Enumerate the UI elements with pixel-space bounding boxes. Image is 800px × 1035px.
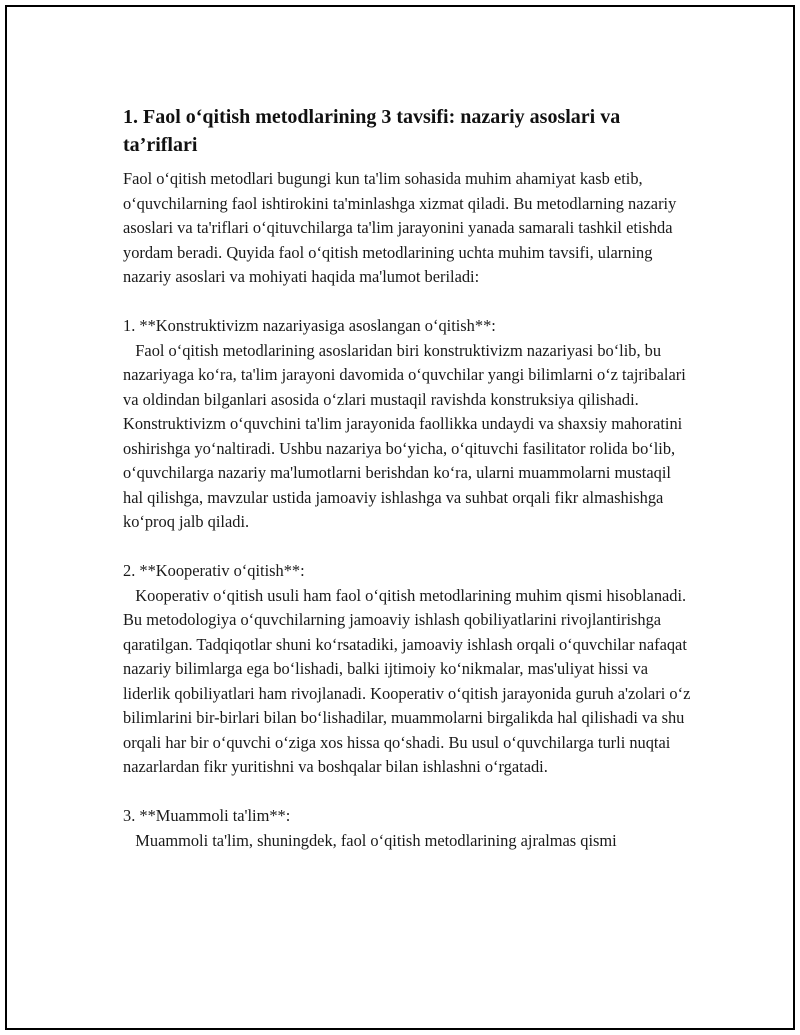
section-2-title: 2. **Kooperativ o‘qitish**: [123,561,305,580]
section-3-title: 3. **Muammoli ta'lim**: [123,806,291,825]
section-2-body: Kooperativ o‘qitish usuli ham faol o‘qitish metodlarining muhim qismi hisoblanadi. Bu metodologiya o‘quvchilarning jamoaviy ishlash qobiliyatlarini rivojlantirishga qaratilgan. Tadqiqotlar shuni ko‘rsatadiki, jamoaviy ishlash orqali o‘quvchilar nafaqat nazariy bilimlarga ega bo‘lishadi, balki ijtimoiy ko‘nikmalar, mas'uliyat hissi va liderlik qobiliyatlari ham rivojlanadi. Kooperativ o‘qitish jarayonida guruh a'zolari o‘z bilimlarini bir-birlari bilan bo‘lishadilar, muammolarni birgalikda hal qilishadi va shu orqali har bir o‘quvchi o‘ziga xos hissa qo‘shadi. Bu usul o‘quvchilarga turli nuqtai nazarlardan fikr yuritishni va boshqalar bilan ishlashni o‘rgatadi. [123,585,695,776]
page-frame [5,5,795,1030]
intro-paragraph: Faol o‘qitish metodlari bugungi kun ta'lim sohasida muhim ahamiyat kasb etib, o‘quvchilarning faol ishtirokini ta'minlashga xizmat qiladi. Bu metodlarning nazariy asoslari va ta'riflari o‘qituvchilarga ta'lim jarayonini yanada samarali tashkil etishda yordam beradi. Quyida faol o‘qitish metodlarining uchta muhim tavsifi, ularning nazariy asoslari va mohiyati haqida ma'lumot beriladi: [123,169,681,286]
paragraph-gap [123,780,693,805]
paragraph-gap [123,290,693,315]
section-1-title: 1. **Konstruktivizm nazariyasiga asoslangan o‘qitish**: [123,316,496,335]
document-content [123,103,693,853]
section-1-body: Faol o‘qitish metodlarining asoslaridan biri konstruktivizm nazariyasi bo‘lib, bu nazariyaga ko‘ra, ta'lim jarayoni davomida o‘quvchilar yangi bilimlarni o‘z tajribalari va oldindan bilganlari asosida o‘zlari mustaqil ravishda konstruksiya qilishadi. Konstruktivizm o‘quvchini ta'lim jarayonida faollikka undaydi va shaxsiy mahoratini oshirishga yo‘naltiradi. Ushbu nazariya bo‘yicha, o‘qituvchi fasilitator rolida bo‘lib, o‘quvchilarga nazariy ma'lumotlarni berishdan ko‘ra, ularni muammolarni mustaqil hal qilishga, mavzular ustida jamoaviy ishlashga va suhbat orqali fikr almashishga ko‘proq jalb qiladi. [123,340,690,531]
paragraph-gap [123,535,693,560]
document-heading: 1. Faol o‘qitish metodlarining 3 tavsifi: nazariy asoslari va ta’riflari [123,106,621,156]
section-3-body: Muammoli ta'lim, shuningdek, faol o‘qitish metodlarining ajralmas qismi [123,830,617,850]
